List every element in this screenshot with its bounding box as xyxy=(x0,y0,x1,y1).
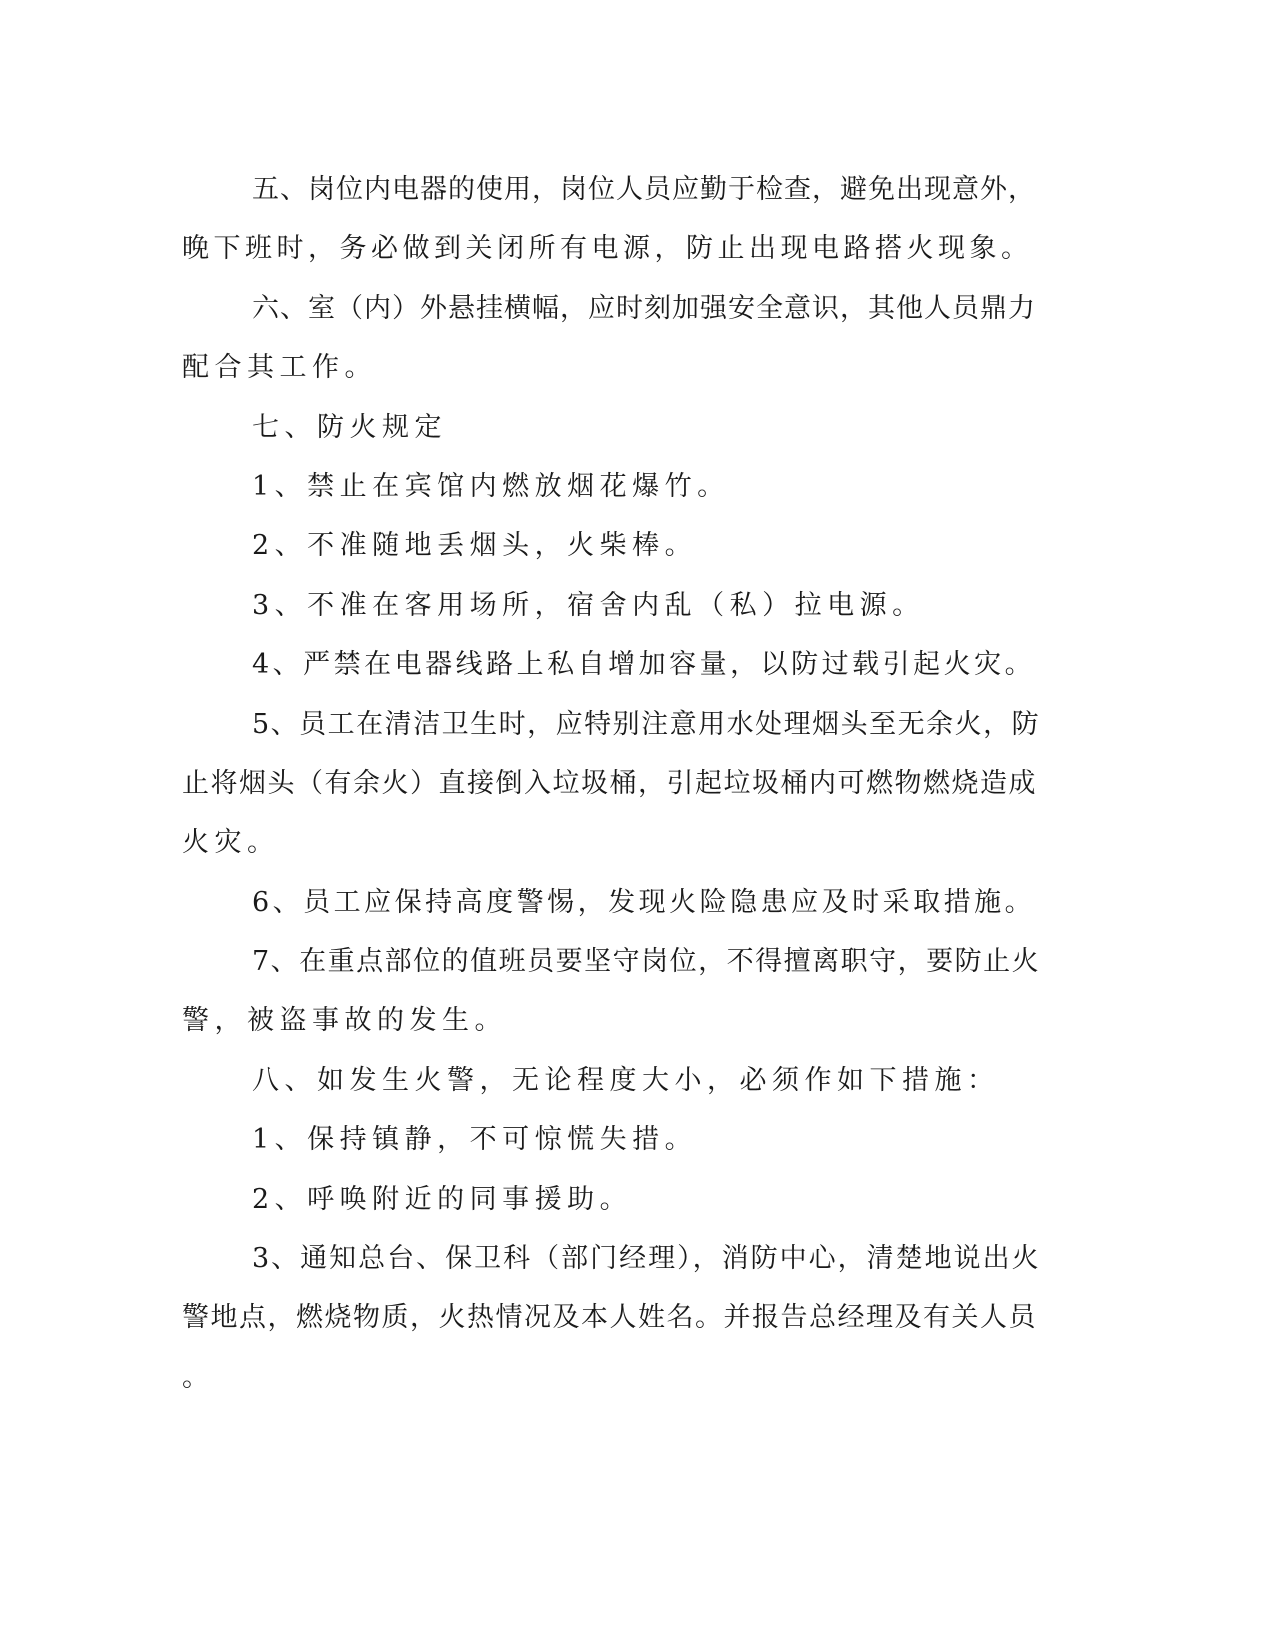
list-item: 2、不准随地丢烟头，火柴棒。 xyxy=(252,530,698,562)
paragraph-line: 晚下班时，务必做到关闭所有电源，防止出现电路搭火现象。 xyxy=(182,233,1033,265)
list-item: 7、在重点部位的值班员要坚守岗位，不得擅离职守，要防止火 xyxy=(252,946,1041,978)
list-item: 1、保持镇静，不可惊慌失措。 xyxy=(252,1124,698,1156)
list-item: 1、禁止在宾馆内燃放烟花爆竹。 xyxy=(252,470,730,502)
section-heading: 七、防火规定 xyxy=(252,411,447,443)
list-item: 3、不准在客用场所，宿舍内乱（私）拉电源。 xyxy=(252,589,925,621)
list-item: 5、员工在清洁卫生时，应特别注意用水处理烟头至无余火，防 xyxy=(252,708,1041,740)
list-item: 2、呼唤附近的同事援助。 xyxy=(252,1183,633,1215)
list-item: 3、通知总台、保卫科（部门经理），消防中心，清楚地说出火 xyxy=(252,1243,1041,1275)
paragraph-line: 。 xyxy=(182,1361,209,1393)
paragraph-line: 配合其工作。 xyxy=(182,352,377,384)
section-heading: 八、如发生火警，无论程度大小，必须作如下措施： xyxy=(252,1064,1000,1096)
paragraph-line: 五、岗位内电器的使用，岗位人员应勤于检查，避免出现意外， xyxy=(252,174,1036,205)
paragraph-line: 六、室（内）外悬挂横幅，应时刻加强安全意识，其他人员鼎力 xyxy=(252,292,1036,324)
paragraph-line: 火灾。 xyxy=(182,827,280,859)
list-item: 4、严禁在电器线路上私自增加容量，以防过载引起火灾。 xyxy=(252,649,1036,681)
list-item: 6、员工应保持高度警惕，发现火险隐患应及时采取措施。 xyxy=(252,886,1036,918)
paragraph-line: 警，被盗事故的发生。 xyxy=(182,1005,507,1037)
paragraph-line: 止将烟头（有余火）直接倒入垃圾桶，引起垃圾桶内可燃物燃烧造成 xyxy=(182,767,1037,799)
document-body xyxy=(182,160,1042,1407)
paragraph-line: 警地点，燃烧物质，火热情况及本人姓名。并报告总经理及有关人员 xyxy=(182,1302,1037,1334)
